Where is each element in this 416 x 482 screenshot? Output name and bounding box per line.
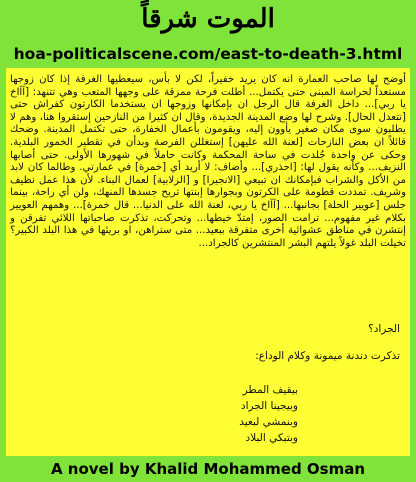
novel-paragraph: أوضح لها صاحب العمارة انه كان يريد خفيراً، لكن لا بأس، سيعطيها الغرفة إذا كان زوجها مستعداً لحراسة المبنى حتى يكتمل... أطلت فرحة ممزقة على وجهها المتعب وهي تتنهد: [آآاخ يا ربي]... داخل الغرفة قال الرجل ان بإمكانها وزوجها ان يستخدما الكارتون كفراش حتى [تتعدل الحال]. وشرح لها وضع المدينة الجديدة، وقال ان كثيرا من النازحين إستقروا هنا، وهم لا يطلبون سوى مكان صغير يأوون إليه، ويقومون بأعمال الخفارة، حتى تكتمل المدينة. وضحك قائلاً ان بعض النازحات [لعنة الله عليهن] إستغللن الفرصة وبدأن في تقطير الخمور البلدية. وحكى عن واحدة جُلدت في ساحة المحكمة وكانت حاملاً في شهورها الأولى. حتى أصابها النزيف... وكأنه يقول لها: [احذري]... وأضاف: لا أريد أي [خمرة] في عمارتي. وطالما كان لابد من الأكل والشراب فبإمكانك ان تبيعي [الانجيرا] و [الزلابية] لعمال البناء. لأن هذا عمل نظيف وشريف. تمددت قطومة على الكرتون وبجوارها إبنتها تريح جسدها المنهك، ولن أي راحة، بينما جلس [عويير الحلة] بجانبها... [آآاخ يا ربي، لعنة الله على الدنيا... قال خمرة]... وهمهم العويير بكلام غير مفهوم... ترامت الصور، إمتدّ خيطها... وتحركت، تذكرت صاحباتها اللائي تفرقن و إنتشرن في مناطق عشوائية أخرى متفرقة ببعيد... متى ستراهن، او بريئها في هذا البلد الكبير؟ تخيلت البلد غولاً يلتهم البشر المنتشرين كالجراد... [10,74,406,249]
author-credit: A novel by Khalid Mohammed Osman [50,460,366,478]
farewell-line: تذكرت دندنة ميمونة وكلام الوداع: [255,350,400,362]
poem-line: وبتبكي البلاد [245,432,298,444]
question-line: الجراد؟ [368,323,400,335]
poem-line: وبيجينا الجراد [240,400,298,412]
page-title: الموت شرقاً [141,4,275,34]
poem-line: بيقيف المطر [242,384,298,396]
poem-line: وبنمشي لبعيد [239,416,298,428]
poem [239,382,298,446]
source-url[interactable]: hoa-politicalscene.com/east-to-death-3.html [13,45,403,63]
